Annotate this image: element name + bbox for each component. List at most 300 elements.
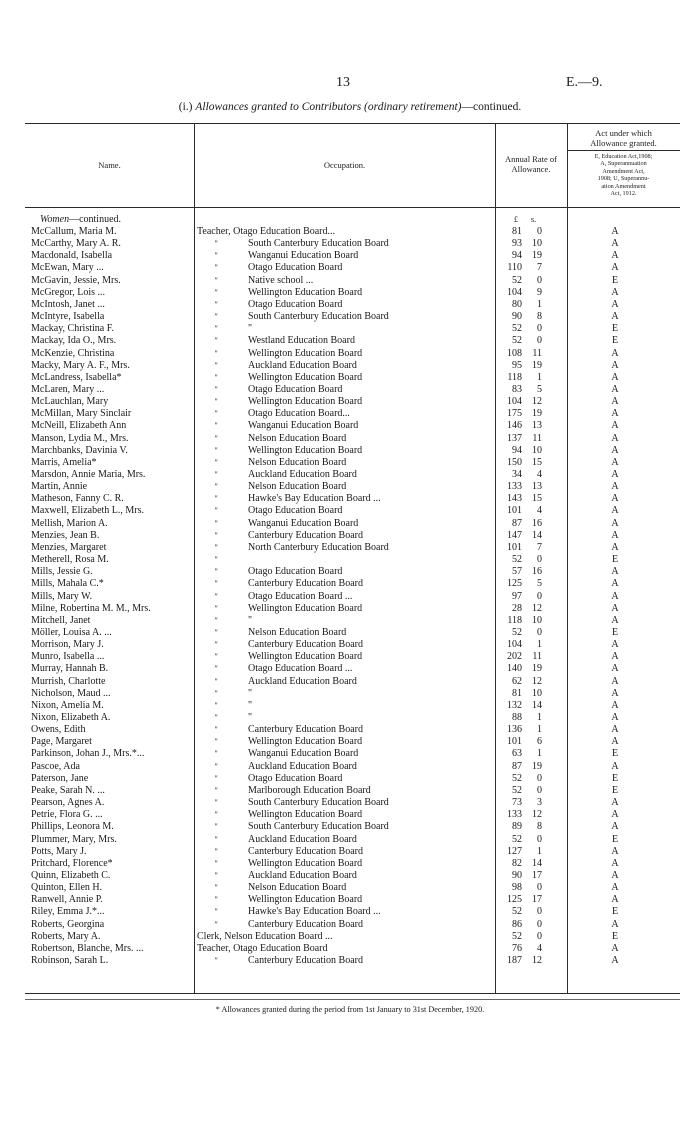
row-act: E <box>611 626 619 638</box>
row-shillings: 16 <box>532 566 542 578</box>
row-name: McCallum, Maria M. <box>31 226 117 237</box>
row-act: A <box>611 845 619 857</box>
row-name: Mackay, Ida O., Mrs. <box>31 335 117 347</box>
row-shillings: 0 <box>537 335 542 347</box>
row-ditto-mark: " <box>214 494 218 504</box>
row-pounds: 125 <box>507 894 522 906</box>
row-name: McLandress, Isabella* <box>31 371 122 383</box>
row-ditto-mark: " <box>214 810 218 820</box>
row-ditto-mark: " <box>214 870 218 880</box>
row-pounds: 95 <box>512 359 522 371</box>
row-occupation: Otago Education Board ... <box>248 590 353 602</box>
row-occupation: " <box>248 687 253 699</box>
act-key-line: E, Education Act,1908; <box>594 153 653 160</box>
row-pounds: 52 <box>512 833 522 845</box>
row-occupation: Otago Education Board ... <box>248 663 353 675</box>
row-occupation: Marlborough Education Board <box>248 784 371 796</box>
row-ditto-mark: " <box>214 676 218 686</box>
table-row <box>0 469 700 480</box>
row-pounds: 127 <box>507 845 522 857</box>
header-occupation: Occupation. <box>323 160 366 170</box>
row-shillings: 0 <box>537 274 542 286</box>
row-act: A <box>611 383 619 395</box>
row-ditto-mark: " <box>214 725 218 735</box>
row-act: A <box>611 505 619 517</box>
row-occupation: Auckland Education Board <box>248 675 357 687</box>
row-act: A <box>611 529 619 541</box>
row-shillings: 8 <box>537 311 542 323</box>
table-row <box>0 858 700 869</box>
section-label-suffix: —continued. <box>69 214 122 225</box>
row-ditto-mark: " <box>214 409 218 419</box>
row-pounds: 133 <box>507 481 522 493</box>
row-act: A <box>611 311 619 323</box>
row-act: A <box>611 942 619 954</box>
row-ditto-mark: " <box>214 506 218 516</box>
row-shillings: 0 <box>537 918 542 930</box>
row-pounds: 101 <box>507 736 522 748</box>
row-name: Riley, Emma J.*... <box>31 906 105 918</box>
row-name: McEwan, Mary ... <box>31 262 104 274</box>
row-occupation: Wanganui Education Board <box>248 250 359 262</box>
row-occupation: Nelson Education Board <box>248 481 347 493</box>
row-pounds: 93 <box>512 238 522 250</box>
row-pounds: 52 <box>512 323 522 335</box>
row-name: Menzies, Margaret <box>31 541 107 553</box>
row-pounds: 80 <box>512 298 522 310</box>
row-shillings: 1 <box>537 712 542 723</box>
table-row <box>0 311 700 322</box>
row-name: Macdonald, Isabella <box>31 250 113 262</box>
table-row <box>0 360 700 371</box>
row-ditto-mark: " <box>214 846 218 856</box>
row-occupation: Wellington Education Board <box>248 857 363 869</box>
row-act: A <box>611 578 619 590</box>
row-ditto-mark: " <box>214 640 218 650</box>
row-pounds: 137 <box>507 432 522 444</box>
row-pounds: 104 <box>507 396 522 408</box>
row-act: A <box>611 566 619 578</box>
row-occupation: Otago Education Board... <box>248 408 350 420</box>
row-pounds: 90 <box>512 311 522 323</box>
row-name: Ranwell, Annie P. <box>31 894 103 906</box>
row-occupation: Canterbury Education Board <box>248 918 363 930</box>
row-act: A <box>611 469 619 480</box>
row-pounds: 52 <box>512 772 522 784</box>
row-pounds: 133 <box>507 809 522 821</box>
row-shillings: 1 <box>537 845 542 857</box>
row-name: McCarthy, Mary A. R. <box>31 238 121 250</box>
row-act: E <box>611 323 619 335</box>
row-name: Paterson, Jane <box>31 772 89 784</box>
row-shillings: 12 <box>532 675 542 687</box>
row-shillings: 11 <box>532 347 542 359</box>
row-name: Maxwell, Elizabeth L., Mrs. <box>31 505 145 517</box>
table-row <box>0 882 700 893</box>
row-pounds: 125 <box>507 578 522 590</box>
row-pounds: 82 <box>512 857 522 869</box>
row-occupation-prefix: Clerk, <box>197 930 225 942</box>
row-act: A <box>611 712 619 723</box>
row-ditto-mark: " <box>214 239 218 249</box>
row-shillings: 19 <box>532 359 542 371</box>
row-act: A <box>611 687 619 699</box>
row-name: McKenzie, Christina <box>31 347 115 359</box>
row-name: Page, Margaret <box>31 736 92 748</box>
row-occupation: Wellington Education Board <box>248 894 363 906</box>
row-shillings: 10 <box>532 614 542 626</box>
table-row <box>0 651 700 662</box>
row-name: Quinton, Ellen H. <box>31 882 103 894</box>
row-shillings: 12 <box>532 955 542 966</box>
row-pounds: 87 <box>512 760 522 772</box>
row-name: McGregor, Lois ... <box>31 286 106 298</box>
section-label-text: Women <box>40 214 70 225</box>
row-ditto-mark: " <box>214 822 218 832</box>
table-row <box>0 603 700 614</box>
row-shillings: 14 <box>532 857 542 869</box>
row-ditto-mark: " <box>214 652 218 662</box>
row-act: A <box>611 262 619 274</box>
row-act: A <box>611 955 619 966</box>
row-shillings: 15 <box>532 456 542 468</box>
row-ditto-mark: " <box>214 834 218 844</box>
row-occupation: Hawke's Bay Education Board ... <box>248 493 381 505</box>
table-row <box>0 761 700 772</box>
row-shillings: 14 <box>532 699 542 711</box>
row-occupation: South Canterbury Education Board <box>248 311 389 323</box>
row-pounds: 88 <box>512 712 522 723</box>
row-occupation: Otago Education Board <box>248 772 343 784</box>
table-row <box>0 724 700 735</box>
row-occupation <box>197 931 333 942</box>
row-occupation: Canterbury Education Board <box>248 639 363 651</box>
row-occupation: Auckland Education Board <box>248 760 357 772</box>
row-pounds: 101 <box>507 541 522 553</box>
table-row <box>0 542 700 553</box>
table-row <box>0 748 700 759</box>
row-shillings: 11 <box>532 651 542 663</box>
row-name: McIntosh, Janet ... <box>31 298 105 310</box>
row-pounds: 52 <box>512 626 522 638</box>
row-act: A <box>611 675 619 687</box>
table-row <box>0 663 700 674</box>
row-pounds: 52 <box>512 274 522 286</box>
row-ditto-mark: " <box>214 542 218 552</box>
row-name: Petrie, Flora G. ... <box>31 809 103 821</box>
row-pounds: 52 <box>512 906 522 918</box>
row-act: A <box>611 517 619 529</box>
row-shillings: 10 <box>532 238 542 250</box>
row-act: A <box>611 857 619 869</box>
page-number: 13 <box>336 75 350 90</box>
row-ditto-mark: " <box>214 785 218 795</box>
header-rate-line2: Allowance. <box>511 164 551 174</box>
table-top-rule <box>25 123 680 124</box>
table-row <box>0 275 700 286</box>
row-name: Owens, Edith <box>31 724 86 736</box>
row-shillings: 1 <box>537 371 542 383</box>
row-ditto-mark: " <box>214 700 218 710</box>
row-act: A <box>611 250 619 262</box>
row-shillings: 0 <box>537 882 542 894</box>
act-key-line: Act, 1912. <box>610 190 637 198</box>
row-act: A <box>611 408 619 420</box>
row-shillings: 0 <box>537 784 542 796</box>
row-act: E <box>611 784 619 796</box>
row-ditto-mark: " <box>214 324 218 334</box>
row-shillings: 1 <box>537 748 542 760</box>
row-ditto-mark: " <box>214 251 218 261</box>
table-row <box>0 919 700 930</box>
row-occupation: Canterbury Education Board <box>248 529 363 541</box>
row-name: Peake, Sarah N. ... <box>31 784 105 796</box>
row-pounds: 52 <box>512 335 522 347</box>
row-occupation-prefix: Teacher, <box>197 226 234 237</box>
row-pounds: 76 <box>512 942 522 954</box>
header-act-line1: Act under which <box>595 128 652 138</box>
row-shillings: 10 <box>532 687 542 699</box>
row-name: Metherell, Rosa M. <box>31 554 109 566</box>
row-act: A <box>611 869 619 881</box>
row-pounds: 28 <box>512 602 522 614</box>
row-shillings: 19 <box>532 663 542 675</box>
row-ditto-mark: " <box>214 737 218 747</box>
table-row <box>0 335 700 346</box>
row-shillings: 9 <box>537 286 542 298</box>
table-row <box>0 299 700 310</box>
row-ditto-mark: " <box>214 482 218 492</box>
row-occupation: Wanganui Education Board <box>248 748 359 760</box>
row-pounds: 52 <box>512 930 522 942</box>
row-occupation: Wanganui Education Board <box>248 420 359 432</box>
table-row <box>0 931 700 942</box>
row-occupation: Native school ... <box>248 274 314 286</box>
row-act: E <box>611 772 619 784</box>
row-name: McNeill, Elizabeth Ann <box>31 420 127 432</box>
table-row <box>0 372 700 383</box>
table-row <box>0 591 700 602</box>
row-name: Roberts, Georgina <box>31 918 105 930</box>
footnote-rule <box>25 999 680 1000</box>
table-row <box>0 785 700 796</box>
table-row <box>0 955 700 966</box>
row-ditto-mark: " <box>214 372 218 382</box>
row-pounds: 140 <box>507 663 522 675</box>
footnote: * Allowances granted during the period from 1st January to 31st December, 1920. <box>215 1005 485 1014</box>
row-pounds: 104 <box>507 286 522 298</box>
row-act: A <box>611 894 619 906</box>
table-row <box>0 894 700 905</box>
row-name: Munro, Isabella ... <box>31 651 105 663</box>
row-occupation: Otago Education Board <box>248 262 343 274</box>
row-name: Pearson, Agnes A. <box>31 797 105 809</box>
act-key-line: ation Amendment <box>601 182 646 190</box>
row-occupation: Otago Education Board <box>248 298 343 310</box>
table-row <box>0 238 700 249</box>
row-occupation: Wellington Education Board <box>248 347 363 359</box>
row-shillings: 12 <box>532 602 542 614</box>
row-shillings: 19 <box>532 408 542 420</box>
table-row <box>0 457 700 468</box>
row-occupation: Auckland Education Board <box>248 359 357 371</box>
table-row <box>0 493 700 504</box>
row-shillings: 12 <box>532 809 542 821</box>
row-pounds: 108 <box>507 347 522 359</box>
row-ditto-mark: " <box>214 397 218 407</box>
row-name: Martin, Annie <box>31 481 88 493</box>
row-pounds: 81 <box>512 687 522 699</box>
row-act: A <box>611 699 619 711</box>
row-act: A <box>611 651 619 663</box>
row-occupation-body: Nelson Education Board ... <box>224 930 333 942</box>
row-shillings: 14 <box>532 529 542 541</box>
unit-pounds: £ <box>514 215 518 224</box>
row-name: Morrison, Mary J. <box>31 639 104 651</box>
row-shillings: 4 <box>537 505 542 517</box>
row-ditto-mark: " <box>214 457 218 467</box>
table-row <box>0 736 700 747</box>
row-occupation <box>197 226 335 237</box>
row-name: McGavin, Jessie, Mrs. <box>31 274 121 286</box>
row-ditto-mark: " <box>214 956 218 965</box>
row-name: McLaren, Mary ... <box>31 383 105 395</box>
row-name: Manson, Lydia M., Mrs. <box>31 432 129 444</box>
row-name: Robertson, Blanche, Mrs. ... <box>31 942 144 954</box>
row-shillings: 1 <box>537 298 542 310</box>
table-title-prefix: (i.) <box>178 101 193 113</box>
row-pounds: 187 <box>507 955 522 966</box>
row-shillings: 17 <box>532 894 542 906</box>
row-act: A <box>611 882 619 894</box>
section-label <box>40 214 121 225</box>
row-act: A <box>611 493 619 505</box>
row-ditto-mark: " <box>214 591 218 601</box>
row-pounds: 147 <box>507 529 522 541</box>
row-name: Murray, Hannah B. <box>31 663 109 675</box>
table-row <box>0 420 700 431</box>
row-name: McMillan, Mary Sinclair <box>31 408 132 420</box>
table-row <box>0 433 700 444</box>
row-shillings: 0 <box>537 772 542 784</box>
row-pounds: 175 <box>507 408 522 420</box>
row-ditto-mark: " <box>214 664 218 674</box>
table-row <box>0 262 700 273</box>
row-shillings: 0 <box>537 590 542 602</box>
row-occupation: North Canterbury Education Board <box>248 541 389 553</box>
table-row <box>0 445 700 456</box>
row-ditto-mark: " <box>214 299 218 309</box>
row-act: A <box>611 918 619 930</box>
row-shillings: 13 <box>532 481 542 493</box>
table-row <box>0 396 700 407</box>
row-name: Mills, Jessie G. <box>31 566 93 578</box>
row-shillings: 0 <box>537 906 542 918</box>
row-pounds: 110 <box>507 262 522 274</box>
table-row <box>0 554 700 565</box>
row-shillings: 19 <box>532 250 542 262</box>
header-act-divider <box>567 150 680 151</box>
row-act: A <box>611 371 619 383</box>
row-occupation: Wellington Education Board <box>248 736 363 748</box>
row-name: Robinson, Sarah L. <box>31 955 109 966</box>
row-name: Marris, Amelia* <box>31 456 97 468</box>
row-ditto-mark: " <box>214 470 218 479</box>
row-pounds: 136 <box>507 724 522 736</box>
row-act: E <box>611 930 619 942</box>
row-occupation: Wellington Education Board <box>248 651 363 663</box>
row-occupation: Wanganui Education Board <box>248 517 359 529</box>
row-pounds: 104 <box>507 639 522 651</box>
row-occupation: Wellington Education Board <box>248 809 363 821</box>
row-act: A <box>611 797 619 809</box>
row-act: A <box>611 359 619 371</box>
row-pounds: 94 <box>512 444 522 456</box>
row-name: Möller, Louisa A. ... <box>31 626 112 638</box>
row-ditto-mark: " <box>214 858 218 868</box>
table-row <box>0 639 700 650</box>
row-occupation: " <box>248 323 253 335</box>
row-act: A <box>611 298 619 310</box>
table-row <box>0 250 700 261</box>
row-name: McIntyre, Isabella <box>31 311 105 323</box>
row-occupation: " <box>248 699 253 711</box>
table-row <box>0 348 700 359</box>
table-title-suffix: —continued. <box>461 101 522 113</box>
row-shillings: 0 <box>537 226 542 237</box>
row-occupation: Wellington Education Board <box>248 602 363 614</box>
row-act: A <box>611 663 619 675</box>
row-act: A <box>611 736 619 748</box>
row-pounds: 118 <box>507 614 522 626</box>
row-occupation: Otago Education Board <box>248 566 343 578</box>
table-row <box>0 773 700 784</box>
row-act: A <box>611 590 619 602</box>
row-ditto-mark: " <box>214 384 218 394</box>
row-shillings: 1 <box>537 724 542 736</box>
row-pounds: 118 <box>507 371 522 383</box>
row-act: A <box>611 238 619 250</box>
row-name: Marchbanks, Davinia V. <box>31 444 128 456</box>
row-shillings: 5 <box>537 383 542 395</box>
row-ditto-mark: " <box>214 263 218 273</box>
row-ditto-mark: " <box>214 907 218 917</box>
row-name: Mitchell, Janet <box>31 614 91 626</box>
row-pounds: 97 <box>512 590 522 602</box>
row-shillings: 7 <box>537 262 542 274</box>
row-ditto-mark: " <box>214 287 218 297</box>
row-occupation: Nelson Education Board <box>248 432 347 444</box>
header-rate-line1: Annual Rate of <box>505 154 557 164</box>
row-ditto-mark: " <box>214 761 218 771</box>
table-row <box>0 408 700 419</box>
row-act: E <box>611 748 619 760</box>
row-pounds: 34 <box>512 469 522 480</box>
table-row <box>0 578 700 589</box>
header-name: Name. <box>98 160 121 170</box>
row-occupation: Canterbury Education Board <box>248 578 363 590</box>
row-occupation: South Canterbury Education Board <box>248 797 389 809</box>
header-act-line2: Allowance granted. <box>590 138 657 148</box>
row-shillings: 17 <box>532 869 542 881</box>
row-ditto-mark: " <box>214 348 218 358</box>
row-shillings: 12 <box>532 396 542 408</box>
table-row <box>0 530 700 541</box>
row-ditto-mark: " <box>214 530 218 540</box>
table-row <box>0 287 700 298</box>
row-act: A <box>611 481 619 493</box>
row-pounds: 83 <box>512 383 522 395</box>
